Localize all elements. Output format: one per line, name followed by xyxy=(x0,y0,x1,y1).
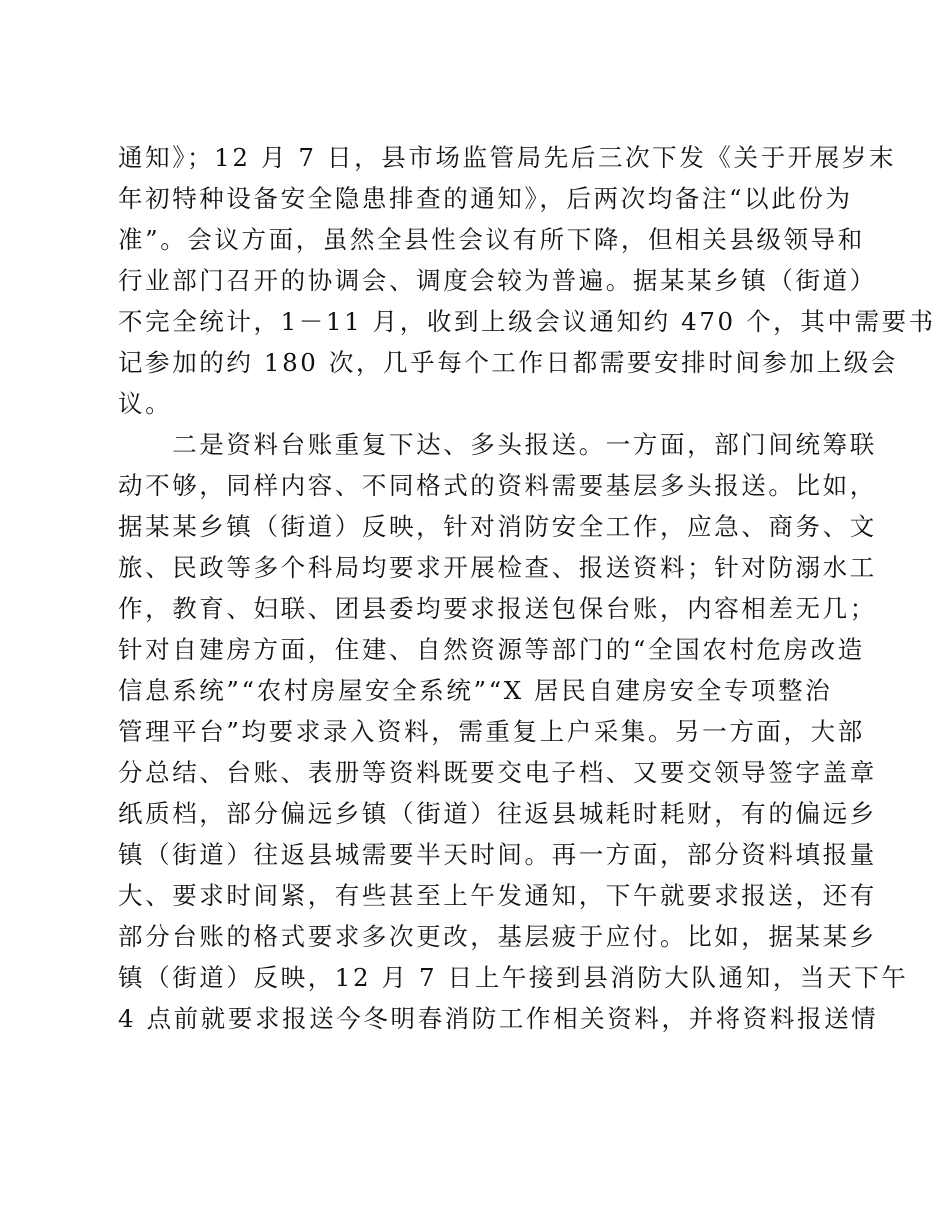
text-line-17: 纸质档，部分偏远乡镇（街道）往返县城耗时耗财，有的偏远乡 xyxy=(118,799,877,828)
text-line-2: 年初特种设备安全隐患排查的通知》，后两次均备注“以此份为 xyxy=(118,184,853,213)
text-line-7: 议。 xyxy=(118,389,173,418)
text-line-21: 镇（街道）反映，12 月 7 日上午接到县消防大队通知，当天下午 xyxy=(118,963,909,992)
text-line-11: 旅、民政等多个科局均要求开展检查、报送资料；针对防溺水工 xyxy=(118,553,877,582)
body-text xyxy=(118,137,936,1039)
text-line-22: 4 点前就要求报送今冬明春消防工作相关资料，并将资料报送情 xyxy=(118,1004,879,1033)
text-line-14: 信息系统”“农村房屋安全系统”“X 居民自建房安全专项整治 xyxy=(118,676,833,705)
text-line-18: 镇（街道）往返县城需要半天时间。再一方面，部分资料填报量 xyxy=(118,840,877,869)
text-line-19: 大、要求时间紧，有些甚至上午发通知，下午就要求报送，还有 xyxy=(118,881,877,910)
text-line-20: 部分台账的格式要求多次更改，基层疲于应付。比如，据某某乡 xyxy=(118,922,877,951)
text-line-9: 动不够，同样内容、不同格式的资料需要基层多头报送。比如， xyxy=(118,471,877,500)
text-line-4: 行业部门召开的协调会、调度会较为普遍。据某某乡镇（街道） xyxy=(118,266,877,295)
text-line-3: 准”。会议方面，虽然全县性会议有所下降，但相关县级领导和 xyxy=(118,225,865,254)
text-line-1: 通知》；12 月 7 日，县市场监管局先后三次下发《关于开展岁末 xyxy=(118,143,897,172)
text-line-6: 记参加的约 180 次，几乎每个工作日都需要安排时间参加上级会 xyxy=(118,348,898,377)
text-line-10: 据某某乡镇（街道）反映，针对消防安全工作，应急、商务、文 xyxy=(118,512,877,541)
text-line-8: 二是资料台账重复下达、多头报送。一方面，部门间统筹联 xyxy=(118,430,877,459)
text-line-5: 不完全统计，1－11 月，收到上级会议通知约 470 个，其中需要书 xyxy=(118,307,936,336)
text-line-12: 作，教育、妇联、团县委均要求报送包保台账，内容相差无几； xyxy=(118,594,877,623)
text-line-16: 分总结、台账、表册等资料既要交电子档、又要交领导签字盖章 xyxy=(118,758,877,787)
text-line-15: 管理平台”均要求录入资料，需重复上户采集。另一方面，大部 xyxy=(118,717,865,746)
text-line-13: 针对自建房方面，住建、自然资源等部门的“全国农村危房改造 xyxy=(118,635,865,664)
